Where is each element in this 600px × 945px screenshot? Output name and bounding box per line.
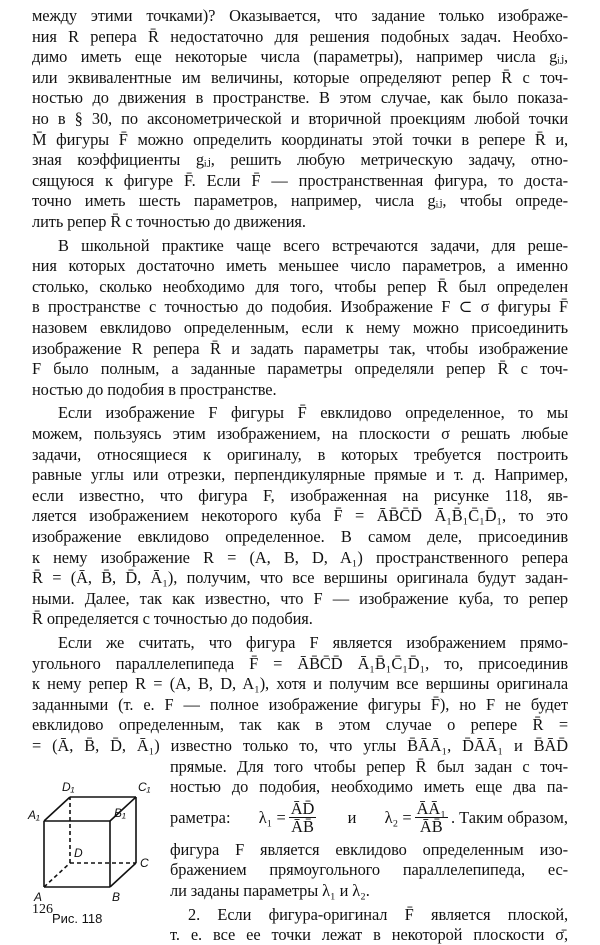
text-line: ностью до движения в пространстве. В этом случае, как было показа- [32, 88, 568, 108]
text-line: изображение R репера R̄ и задать параметры так, чтобы изображение [32, 338, 568, 358]
vertex-label-c1: C₁ [138, 779, 151, 794]
text-line: изображение евклидово определенное. В самом деле, присоединив [32, 527, 568, 546]
formula-suffix: . Таким образом, [450, 807, 568, 827]
vertex-label-a: A [34, 889, 43, 904]
text-line: равные углы или отрезки, перпендикулярные прямые и т. д. Например, [32, 465, 568, 485]
text-line: но в § 30, по аксонометрической и вторичной проекциям любой точки [32, 109, 568, 128]
text-line: сящуюся к фигуре F̄. Если F̄ — пространственная фигура, то доста- [32, 170, 568, 190]
text-line: можем, пользуясь этим изображением, на плоскости σ решать любые [32, 424, 568, 443]
text-line: ностью до подобия, необходимо иметь еще два па- [170, 777, 568, 797]
text-line: евклидово определенным, так как в этом случае о репере R̄ = [32, 715, 568, 735]
text-line: бражением прямоугольного параллелепипеда, ес- [170, 860, 568, 880]
text-line: лить репер R̄ с точностью до движения. [32, 212, 306, 231]
lambda2-fraction-denominator: ĀB̄ [419, 817, 443, 837]
text-line: = (Ā, B̄, D̄, Ā₁) известно только то, что углы B̄ĀĀ₁, D̄ĀĀ₁ и B̄ĀD̄ [32, 736, 568, 755]
text-line: Если же считать, что фигура F является изображением прямо- [58, 633, 568, 652]
vertex-label-b: B [112, 889, 121, 904]
edge-ad-hidden [44, 863, 70, 887]
text-line: фигура F является евклидово определенным изо- [170, 839, 568, 859]
formula-and: и [347, 807, 357, 827]
text-line: ными. Далее, так как известно, что F — изображение куба, то репер [32, 588, 568, 608]
text-line: R̄ определяется с точностью до подобия. [32, 609, 313, 629]
lambda1-label: λ₁ = [258, 807, 286, 827]
text-line: ляется изображением некоторого куба F̄ = ĀB̄C̄D̄ Ā₁B̄₁C̄₁D̄₁, то это [32, 506, 568, 526]
edge-bc [110, 863, 136, 887]
vertex-label-a1: A₁ [28, 807, 40, 822]
text-line: в пространстве с точностью до подобия. Изображение F ⊂ σ фигуры F̄ [32, 297, 568, 317]
text-line: M̄ фигуры F̄ можно определить координаты этой точки в репере R̄ и, [32, 129, 568, 149]
text-line: зная коэффициенты gᵢⱼ, решить любую метрическую задачу, отно- [32, 150, 568, 170]
vertex-label-d: D [74, 845, 83, 860]
lambda1-fraction-numerator: ĀD̄ [290, 799, 315, 819]
text-line: столько, сколько необходимо для того, чтобы репер R̄ был определен [32, 276, 568, 296]
text-line: или эквивалентные им величины, которые определяют репер R̄ с точ- [32, 67, 568, 87]
text-line: задачи, относящиеся к оригиналу, в которых требуется построить [32, 444, 568, 464]
lambda2-fraction [415, 800, 448, 835]
cube-figure [22, 759, 162, 909]
text-line: между этими точками)? Оказывается, что задание только изображе- [32, 6, 568, 25]
text-line: ностью до подобия в пространстве. [32, 379, 277, 399]
text-line: ния которых достаточно иметь меньшее число параметров, а именно [32, 256, 568, 276]
text-line: F было полным, а заданные параметры определяли репер R̄ с точ- [32, 359, 568, 379]
vertex-label-d1: D₁ [62, 779, 75, 794]
edge-a1d1 [44, 797, 70, 821]
text-line: ли заданы параметры λ₁ и λ₂. [170, 881, 370, 900]
text-line: ния R репера R̄ недостаточно для решения подобных задач. Необхо- [32, 26, 568, 46]
formula-prefix: раметра: [170, 807, 231, 827]
text-line: точно иметь шесть параметров, например, числа gᵢⱼ, чтобы опреде- [32, 191, 568, 211]
page-number: 126 [32, 902, 53, 917]
parameter-formula [170, 798, 568, 838]
text-line: прямые. Для того чтобы репер R̄ был задан с точ- [170, 756, 568, 776]
text-line: В школьной практике чаще всего встречаются задачи, для реше- [58, 235, 568, 255]
text-line: заданными (т. е. F — полное изображение фигуры F̄), но F не будет [32, 694, 568, 714]
vertex-label-b1: B₁ [114, 805, 126, 820]
text-line: димо иметь еще некоторые числа (параметры), например числа gᵢⱼ, [32, 47, 568, 67]
text-line: к нему репер R = (A, B, D, A₁), хотя и получим все вершины оригинала [32, 674, 568, 694]
lambda2-fraction-numerator: ĀĀ₁ [416, 799, 446, 819]
lambda1-fraction [289, 800, 317, 835]
text-line: если известно, что фигура F, изображенная на рисунке 118, яв- [32, 485, 568, 505]
lambda1-fraction-denominator: ĀB̄ [291, 817, 314, 837]
text-line: Если изображение F фигуры F̄ евклидово определенное, то мы [58, 403, 568, 423]
text-line: т. е. все ее точки лежат в некоторой плоскости σ̄, [170, 925, 568, 945]
text-line: назовем евклидово определенным, если к нему можно присоединить [32, 318, 568, 337]
lambda2-label: λ₂ = [384, 807, 412, 827]
text-line: R̄ = (Ā, B̄, D̄, Ā₁), получим, что все вершины оригинала будут задан- [32, 568, 568, 588]
figure-caption: Рис. 118 [52, 910, 103, 926]
text-line: 2. Если фигура-оригинал F̄ является плоской, [188, 904, 568, 924]
text-line: угольного параллелепипеда F̄ = ĀB̄C̄D̄ Ā₁B̄₁C̄₁D̄₁, то, присоединив [32, 653, 568, 673]
vertex-label-c: C [140, 855, 149, 870]
text-line: к нему изображение R = (A, B, D, A₁) пространственного репера [32, 547, 568, 567]
